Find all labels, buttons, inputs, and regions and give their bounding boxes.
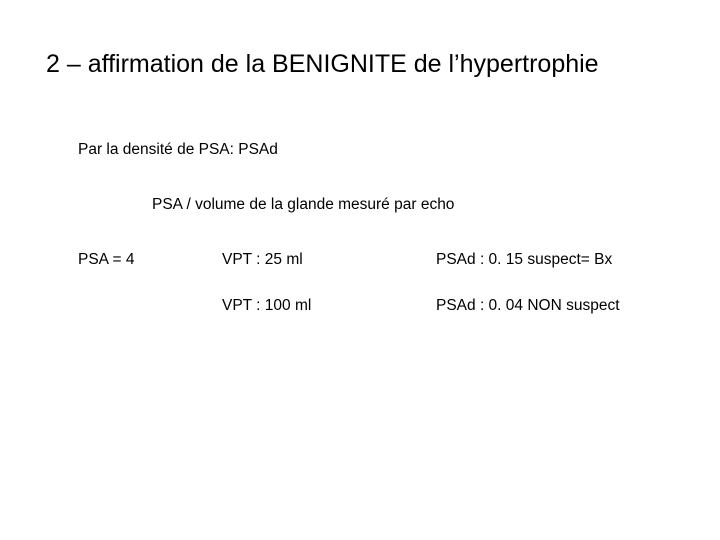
intro-text: Par la densité de PSA: PSAd <box>78 141 278 158</box>
psad-value: PSAd : 0. 15 suspect= Bx <box>436 251 613 268</box>
page-title: 2 – affirmation de la BENIGNITE de l’hypertrophie <box>46 50 599 78</box>
vpt-value: VPT : 25 ml <box>222 251 303 268</box>
psad-value: PSAd : 0. 04 NON suspect <box>436 297 620 314</box>
data-row <box>78 249 698 271</box>
formula-text: PSA / volume de la glande mesuré par echo <box>152 196 455 213</box>
vpt-value: VPT : 100 ml <box>222 297 312 314</box>
psa-value: PSA = 4 <box>78 251 135 268</box>
data-row <box>78 295 698 317</box>
slide-body <box>78 140 698 317</box>
